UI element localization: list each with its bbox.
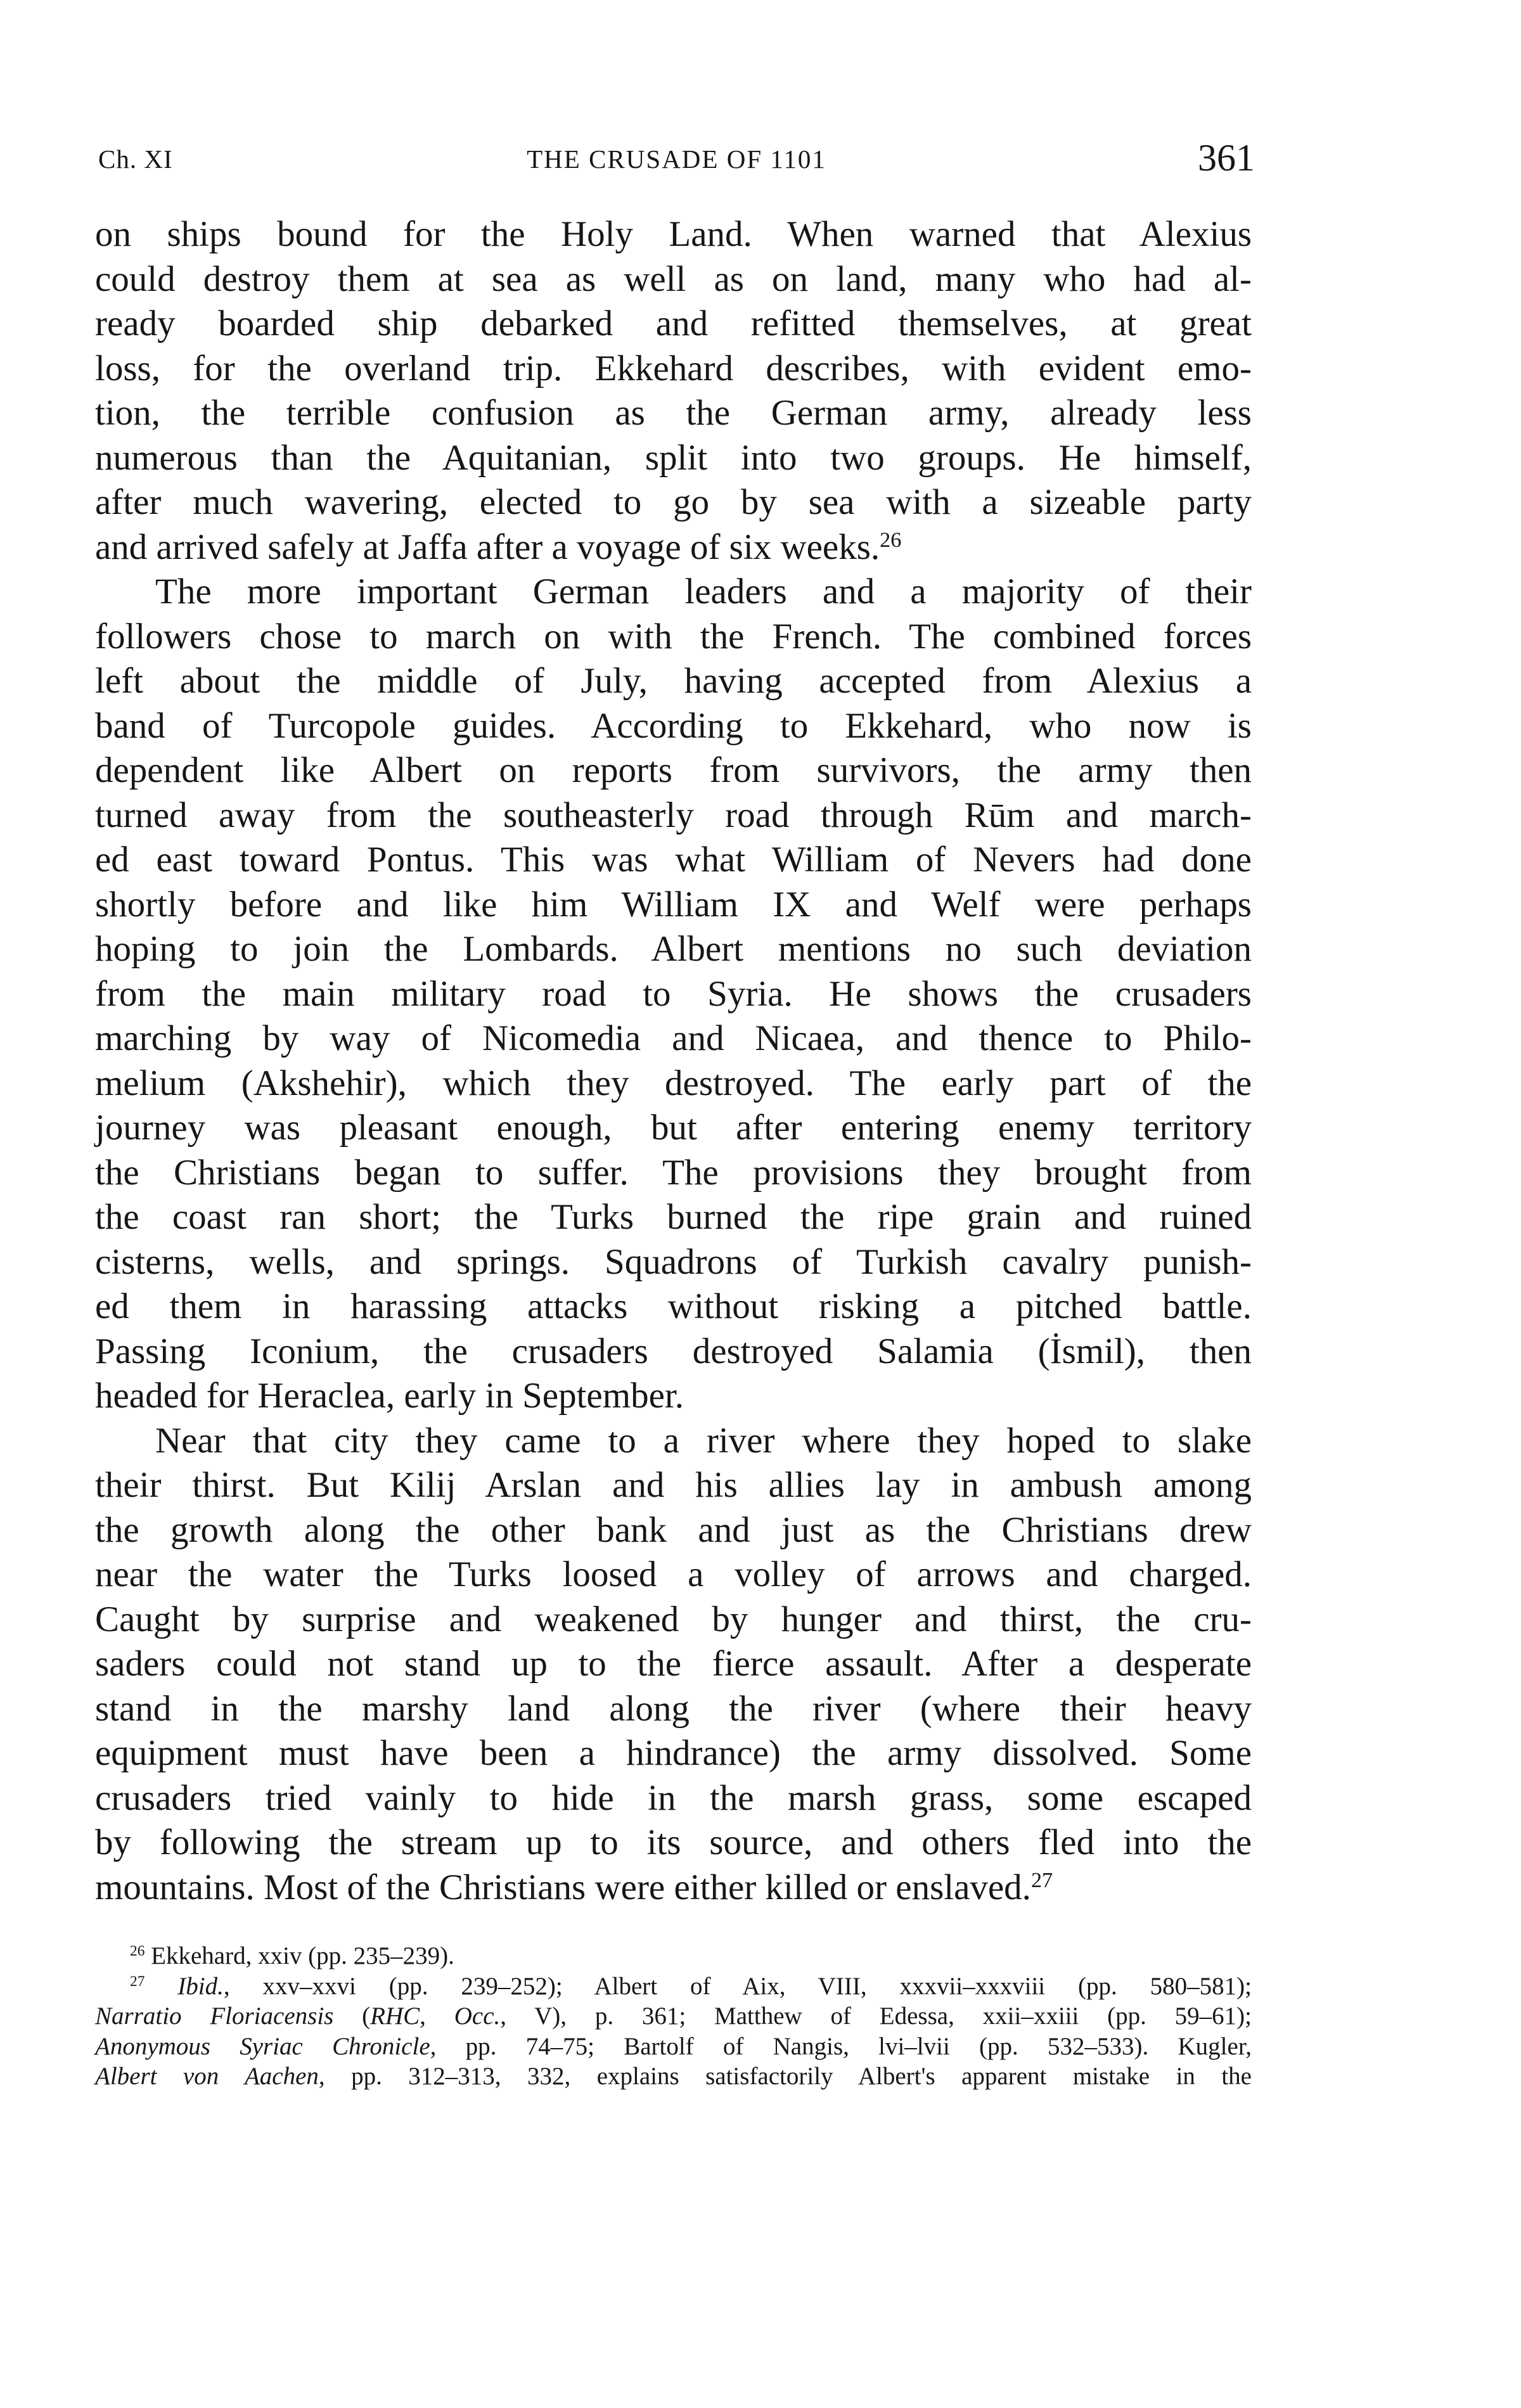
footnote-text: Narratio Floriacensis (RHC, Occ., V), p. 361; Matthew of Edessa, xxii–xxiii (pp. 59–61); [95, 2002, 1252, 2030]
text-line [95, 212, 1252, 257]
text-line [95, 302, 1252, 347]
text-line-content: dependent like Albert on reports from survivors, the army then [95, 750, 1252, 790]
running-header [98, 136, 1255, 187]
footnote-number: 27 [130, 1973, 145, 1990]
footnote-reference: 27 [1030, 1868, 1053, 1892]
text-line [95, 1553, 1252, 1598]
text-line [95, 1016, 1252, 1061]
text-line-content: tion, the terrible confusion as the German army, already less [95, 393, 1252, 433]
text-line [95, 1106, 1252, 1151]
text-line [95, 391, 1252, 436]
text-line-content: the coast ran short; the Turks burned the ripe grain and ruined [95, 1197, 1252, 1237]
text-line-content: the growth along the other bank and just as the Christians drew [95, 1509, 1252, 1550]
running-title: THE CRUSADE OF 1101 [527, 144, 826, 174]
footnote-text: Ibid., xxv–xxvi (pp. 239–252); Albert of Aix, VIII, xxxvii–xxxviii (pp. 580–581); [177, 1972, 1252, 2000]
text-line-content: after much wavering, elected to go by sea with a sizeable party [95, 482, 1252, 522]
text-line-content: headed for Heraclea, early in September. [95, 1376, 684, 1416]
text-line-content: shortly before and like him William IX and Welf were perhaps [95, 884, 1252, 925]
text-line-content: saders could not stand up to the fierce assault. After a desperate [95, 1644, 1252, 1684]
text-line-content: melium (Akshehir), which they destroyed. The early part of the [95, 1063, 1252, 1103]
text-line [95, 748, 1252, 793]
footnote-text: Albert von Aachen, pp. 312–313, 332, explains satisfactorily Albert's apparent mistake in the [95, 2063, 1252, 2091]
text-line [95, 1866, 1252, 1911]
text-line-content: crusaders tried vainly to hide in the marsh grass, some escaped [95, 1777, 1252, 1818]
text-line-content: and arrived safely at Jaffa after a voyage of six weeks. [95, 527, 880, 567]
text-line-content: near the water the Turks loosed a volley of arrows and charged. [95, 1554, 1252, 1594]
text-line [95, 1061, 1252, 1106]
footnotes [95, 1941, 1252, 2092]
text-line [95, 659, 1252, 704]
text-line-content: Near that city they came to a river where they hoped to slake [155, 1420, 1252, 1461]
text-line [95, 1463, 1252, 1508]
text-line [95, 927, 1252, 972]
text-line-content: The more important German leaders and a majority of their [155, 572, 1252, 612]
text-line-content: could destroy them at sea as well as on land, many who had al- [95, 259, 1252, 299]
text-line-content: band of Turcopole guides. According to Ekkehard, who now is [95, 705, 1252, 746]
text-line [95, 1687, 1252, 1732]
text-line-content: by following the stream up to its source, and others fled into the [95, 1822, 1252, 1862]
text-line [95, 1776, 1252, 1821]
text-line-content: mountains. Most of the Christians were either killed or enslaved. [95, 1867, 1031, 1907]
footnote-text: Ekkehard, xxiv (pp. 235–239). [151, 1942, 454, 1969]
text-line [95, 793, 1252, 838]
footnote-line [95, 2001, 1252, 2032]
text-line [95, 570, 1252, 615]
text-line [95, 1642, 1252, 1687]
text-line [95, 257, 1252, 302]
text-line [95, 972, 1252, 1017]
footnote-line [95, 1941, 1252, 1971]
chapter-label: Ch. XI [98, 144, 173, 174]
text-line-content: marching by way of Nicomedia and Nicaea, and thence to Philo- [95, 1018, 1252, 1058]
footnote-line [95, 2032, 1252, 2062]
text-line-content: left about the middle of July, having accepted from Alexius a [95, 661, 1252, 701]
footnote-reference: 26 [880, 528, 902, 552]
text-line-content: the Christians began to suffer. The provisions they brought from [95, 1152, 1252, 1193]
text-line [95, 1374, 1252, 1419]
footnote-line [95, 1971, 1252, 2002]
text-line-content: equipment must have been a hindrance) the army dissolved. Some [95, 1733, 1252, 1773]
text-line [95, 1240, 1252, 1285]
text-line-content: Passing Iconium, the crusaders destroyed Salamia (İsmil), then [95, 1331, 1252, 1371]
text-line [95, 615, 1252, 660]
text-line [95, 1151, 1252, 1196]
text-line-content: ready boarded ship debarked and refitted themselves, at great [95, 304, 1252, 343]
text-line-content: from the main military road to Syria. He shows the crusaders [95, 973, 1252, 1014]
text-line [95, 1598, 1252, 1643]
text-line-content: turned away from the southeasterly road through Rūm and march- [95, 795, 1252, 835]
text-line [95, 480, 1252, 525]
text-line-content: numerous than the Aquitanian, split into two groups. He himself, [95, 437, 1252, 478]
page-number: 361 [1198, 137, 1255, 179]
text-line [95, 1329, 1252, 1374]
text-line-content: their thirst. But Kilij Arslan and his allies lay in ambush among [95, 1465, 1252, 1505]
text-line [95, 1731, 1252, 1776]
text-line-content: ed them in harassing attacks without risking a pitched battle. [95, 1286, 1252, 1326]
text-line [95, 1195, 1252, 1240]
text-line-content: Caught by surprise and weakened by hunger and thirst, the cru- [95, 1599, 1252, 1639]
text-line [95, 1419, 1252, 1464]
footnote-number: 26 [130, 1943, 145, 1960]
text-line [95, 704, 1252, 749]
text-line-content: cisterns, wells, and springs. Squadrons of Turkish cavalry punish- [95, 1241, 1252, 1282]
text-line [95, 1284, 1252, 1329]
text-line [95, 436, 1252, 481]
text-line [95, 1821, 1252, 1866]
text-line-content: hoping to join the Lombards. Albert mentions no such deviation [95, 929, 1252, 969]
text-line [95, 883, 1252, 928]
text-line [95, 1508, 1252, 1553]
footnote-text: Anonymous Syriac Chronicle, pp. 74–75; Bartolf of Nangis, lvi–lvii (pp. 532–533). Kugler, [95, 2032, 1252, 2060]
text-line [95, 347, 1252, 392]
body-text [95, 212, 1252, 1910]
text-line-content: followers chose to march on with the French. The combined forces [95, 616, 1252, 656]
text-line-content: journey was pleasant enough, but after entering enemy territory [95, 1108, 1252, 1148]
text-line-content: ed east toward Pontus. This was what William of Nevers had done [95, 840, 1252, 880]
text-line-content: stand in the marshy land along the river (where their heavy [95, 1688, 1252, 1729]
text-line [95, 525, 1252, 570]
footnote-line [95, 2061, 1252, 2092]
text-line [95, 838, 1252, 883]
text-line-content: loss, for the overland trip. Ekkehard describes, with evident emo- [95, 348, 1252, 388]
text-line-content: on ships bound for the Holy Land. When warned that Alexius [95, 214, 1252, 254]
